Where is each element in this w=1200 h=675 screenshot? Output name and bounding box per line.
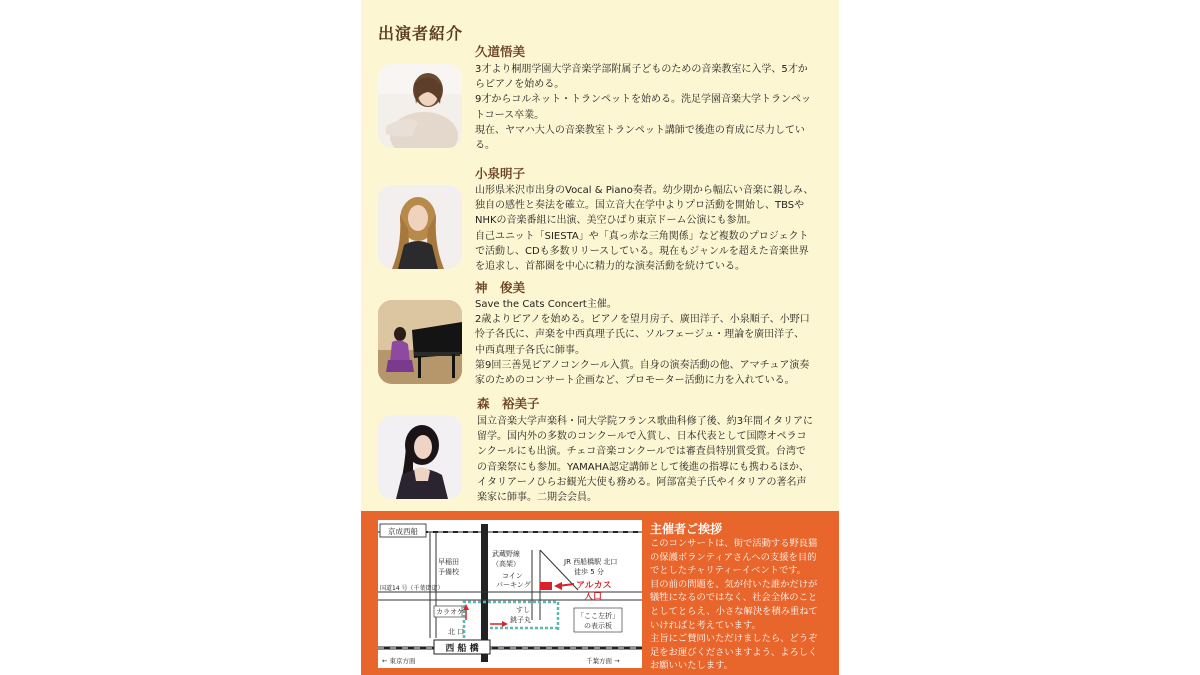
performer-name-1: 久道悟美 <box>475 44 526 59</box>
map-label-tokyo: ← 東京方面 <box>382 657 416 665</box>
map-label-chiba: 千葉方面 → <box>586 657 620 665</box>
bio-line: 第9回三善晃ピアノコンクール入賞。自身の演奏活動の他、アマチュア演奏 <box>475 359 810 371</box>
bio-line: 国立音楽大学声楽科・同大学院フランス歌曲科修了後、約3年間イタリアに <box>477 416 814 427</box>
bio-line: 山形県米沢市出身のVocal & Piano奏者。幼少期から幅広い音楽に親しみ、 <box>475 185 814 196</box>
bio-line: る。 <box>475 140 495 152</box>
performer-photo-4 <box>378 415 462 499</box>
bio-line: NHKの音楽番組に出演、美空ひばり東京ドーム公演にも参加。 <box>475 215 757 227</box>
bio-line: 3才より桐朋学園大学音楽学部附属子どものための音楽教室に入学、5才か <box>475 64 808 75</box>
map-label-arukas: アルカス <box>576 581 612 591</box>
bio-line: イタリアーノひらお観光大使も務める。阿部富美子氏やイタリアの著名声 <box>477 476 807 488</box>
map-label-sign: 「ここ左折」 <box>577 612 619 620</box>
map-label-jr-2: 徒歩 5 分 <box>574 568 604 576</box>
greeting-line: の保護ボランティアさんへの支援を目的 <box>650 551 817 563</box>
map-label-route14: 国道14 号（千葉街道） <box>380 585 444 592</box>
section-title: 出演者紹介 <box>378 24 464 43</box>
bio-line: を追求し、首都圏を中心に精力的な演奏活動を続けている。 <box>475 261 745 273</box>
greeting-line: 目の前の問題を、気が付いた誰かだけが <box>650 578 818 590</box>
greeting-title: 主催者ご挨拶 <box>650 522 723 536</box>
greeting-line: 足をお運びくださいますよう、よろしく <box>650 646 818 658</box>
greeting-line: いければと考えています。 <box>650 619 761 631</box>
map-label-karaoke: カラオケ <box>436 608 464 616</box>
bio-line: Save the Cats Concert主催。 <box>475 299 617 310</box>
bio-line: 家のためのコンサート企画など、プロモーター活動に力を入れている。 <box>475 375 795 387</box>
map-label-musashino-2: （高架） <box>492 560 520 568</box>
performer-photo-2 <box>378 185 462 269</box>
greeting-line: お願いいたします。 <box>650 660 733 672</box>
performer-photo-1 <box>378 64 462 148</box>
access-map <box>378 520 642 668</box>
greeting-line: 主旨にご賛同いただけましたら、どうぞ <box>650 633 818 645</box>
bio-line: 2歳よりピアノを始める。ピアノを望月房子、廣田洋子、小泉順子、小野口 <box>475 314 810 326</box>
bio-line: らピアノを始める。 <box>475 79 565 91</box>
bio-line: 自己ユニット「SIESTA」や「真っ赤な三角関係」など複数のプロジェクト <box>475 230 809 242</box>
performer-name-3: 神 俊美 <box>475 280 526 295</box>
performer-bio-1 <box>475 62 833 153</box>
bio-line: 中西真理子各氏に師事。 <box>475 344 585 356</box>
bio-line: ンクールにも出演。チェコ音楽コンクールでは審査員特別賞受賞。台湾で <box>477 446 806 458</box>
map-label-sushi-2: 銚子丸 <box>510 616 531 624</box>
greeting-line: このコンサートは、街で活動する野良猫 <box>650 538 818 549</box>
map-label-musashino: 武蔵野線 <box>492 550 520 558</box>
bio-line: の音楽祭にも参加。YAMAHA認定講師として後進の指導にも携わるほか、 <box>477 461 810 473</box>
bio-line: 独自の感性と奏法を確立。国立音大在学中よりプロ活動を開始し、TBSや <box>475 200 805 212</box>
performer-name-2: 小泉明子 <box>475 166 526 181</box>
map-label-keisei: 京成西船 <box>388 527 418 536</box>
map-label-waseda-2: 予備校 <box>438 568 459 576</box>
bio-line: トコース卒業。 <box>475 109 545 121</box>
performer-bio-3 <box>475 297 833 388</box>
bio-line: 楽家に師事。二期会会員。 <box>477 492 597 504</box>
bio-line: 9才からコルネット・トランペットを始める。洗足学園音楽大学トランペッ <box>475 94 812 106</box>
map-label-coin: コイン <box>502 572 523 580</box>
performer-bio-4 <box>477 414 835 505</box>
bio-line: 怜子各氏に、声楽を中西真理子氏に、ソルフェージュ・理論を廣田洋子、 <box>475 329 805 341</box>
bio-line: 現在、ヤマハ大人の音楽教室トランペット講師で後進の育成に尽力してい <box>475 124 805 136</box>
greeting-line: 犠牲になるのではなく、社会全体のこと <box>650 592 818 604</box>
map-label-coin-2: パーキング <box>496 581 531 589</box>
map-label-sushi: すし <box>516 606 530 614</box>
bio-line: で活動し、CDも多数リリースしている。現在もジャンルを超えた音楽世界 <box>475 245 809 257</box>
greeting-text <box>650 537 828 673</box>
performer-name-4: 森 裕美子 <box>477 396 540 411</box>
performer-bio-2 <box>475 183 833 274</box>
performer-photo-3 <box>378 300 462 384</box>
greeting-line: でとしたチャリティーイベントです。 <box>650 565 807 577</box>
map-label-waseda: 早稲田 <box>438 558 459 566</box>
map-label-jr: JR 西船橋駅 北口 <box>564 558 618 566</box>
map-label-sign-2: の表示板 <box>584 622 612 630</box>
map-label-station: 西 船 橋 <box>445 644 479 654</box>
bio-line: 留学。国内外の多数のコンクールで入賞し、日本代表として国際オペラコ <box>477 431 807 443</box>
map-label-kitaguchi: 北 口 <box>448 628 465 636</box>
greeting-line: としてとらえ、小さな解決を積み重ねて <box>650 605 818 617</box>
map-label-arukas-2: 入口 <box>584 592 603 602</box>
